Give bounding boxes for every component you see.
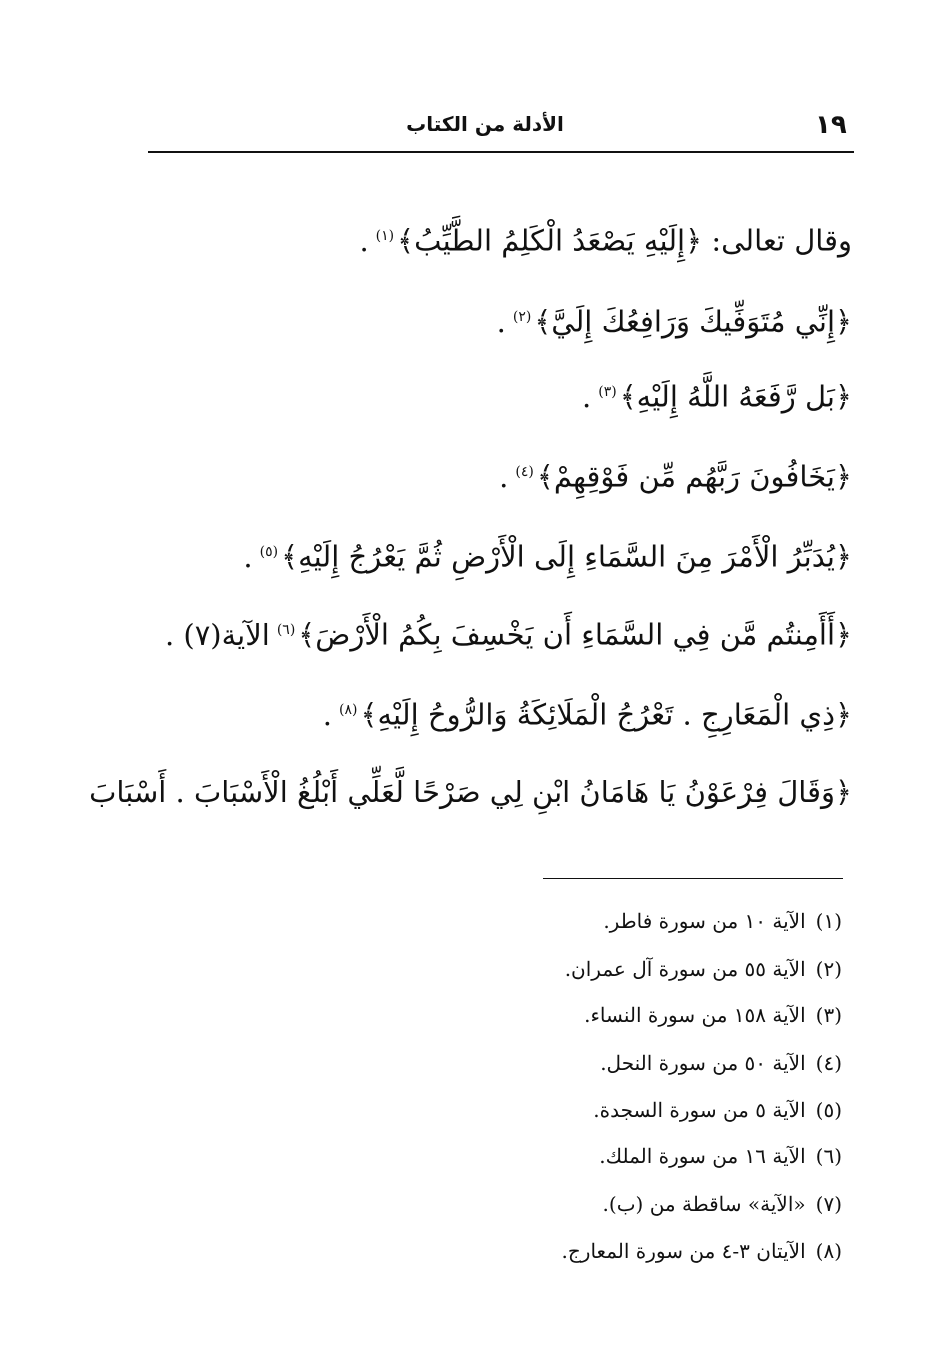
footnote-divider (543, 878, 843, 879)
verse-line (359, 216, 852, 261)
verse-text: ﴿إِنِّي مُتَوَفِّيكَ وَرَافِعُكَ إِلَيَّ﴾ (534, 304, 852, 339)
verse-tail: . (243, 539, 253, 574)
footnote-item (584, 1001, 842, 1029)
footnote-marker: (٨) (339, 702, 358, 718)
footnote-number: (٢) (815, 957, 842, 981)
verse-tail: . (359, 223, 369, 258)
footnote-text: «الآية» ساقطة من (ب). (602, 1192, 806, 1216)
verse-tail: . (496, 304, 506, 339)
verse-tail: . (499, 459, 509, 494)
footnote-text: الآية ٥ من سورة السجدة. (593, 1098, 806, 1122)
footnote-item (565, 955, 842, 983)
verse-line (165, 610, 852, 655)
footnote-marker: (٥) (259, 544, 279, 560)
footnote-item (603, 907, 842, 935)
footnote-number: (١) (815, 909, 842, 933)
verse-line (243, 532, 852, 577)
verse-text: وقال تعالى: ﴿إِلَيْهِ يَصْعَدُ الْكَلِمُ الطَّيِّبُ﴾ (397, 223, 852, 258)
footnote-marker: (٦) (276, 622, 296, 638)
footnote-number: (٨) (815, 1239, 842, 1263)
footnote-marker: (٢) (512, 309, 532, 325)
verse-text: ﴿وَقَالَ فِرْعَوْنُ يَا هَامَانُ ابْنِ لِي صَرْحًا لَّعَلِّي أَبْلُغُ الْأَسْبَابَ . أَسْبَابَ (89, 775, 852, 809)
footnote-item (603, 1190, 842, 1218)
page-number: ١٩ (815, 110, 847, 140)
verse-text: ﴿أَأَمِنتُم مَّن فِي السَّمَاءِ أَن يَخْسِفَ بِكُمُ الْأَرْضَ﴾ (298, 617, 852, 652)
footnote-item (562, 1237, 842, 1265)
footnote-marker: (٣) (598, 384, 617, 400)
verse-line (499, 452, 852, 497)
footnote-text: الآية ١٥٨ من سورة النساء. (584, 1003, 806, 1027)
verse-tail: . (322, 697, 332, 732)
footnote-text: الآية ٥٥ من سورة آل عمران. (564, 957, 806, 981)
footnote-text: الآيتان ٣-٤ من سورة المعارج. (561, 1239, 806, 1263)
footnote-marker: (١) (375, 228, 395, 244)
footnote-number: (٤) (815, 1051, 842, 1075)
verse-tail: . (582, 379, 592, 414)
verse-text: ﴿يَخَافُونَ رَبَّهُم مِّن فَوْقِهِمْ﴾ (536, 459, 852, 494)
verse-line (89, 772, 852, 812)
footnote-item (593, 1096, 842, 1124)
footnote-item (600, 1049, 842, 1077)
footnote-text: الآية ١٦ من سورة الملك. (599, 1144, 806, 1168)
verse-text: ﴿ذِي الْمَعَارِجِ . تَعْرُجُ الْمَلَائِكَةُ وَالرُّوحُ إِلَيْهِ﴾ (360, 697, 852, 732)
verse-line (582, 372, 852, 417)
footnote-text: الآية ٥٠ من سورة النحل. (600, 1051, 806, 1075)
footnote-number: (٦) (815, 1144, 842, 1168)
footnote-marker: (٤) (515, 464, 534, 480)
footnote-number: (٧) (815, 1192, 842, 1216)
verse-line (497, 297, 852, 342)
verse-text: ﴿بَل رَّفَعَهُ اللَّهُ إِلَيْهِ﴾ (619, 379, 852, 414)
verse-line (323, 690, 852, 735)
footnote-number: (٥) (815, 1098, 842, 1122)
verse-text: ﴿يُدَبِّرُ الْأَمْرَ مِنَ السَّمَاءِ إِلَى الْأَرْضِ ثُمَّ يَعْرُجُ إِلَيْهِ﴾ (281, 539, 852, 574)
header-divider (148, 151, 854, 153)
running-title: الأدلة من الكتاب (406, 112, 564, 136)
footnote-item (599, 1142, 842, 1170)
footnote-text: الآية ١٠ من سورة فاطر. (603, 909, 806, 933)
verse-tail: الآية(٧) . (164, 617, 270, 652)
footnote-number: (٣) (815, 1003, 842, 1027)
